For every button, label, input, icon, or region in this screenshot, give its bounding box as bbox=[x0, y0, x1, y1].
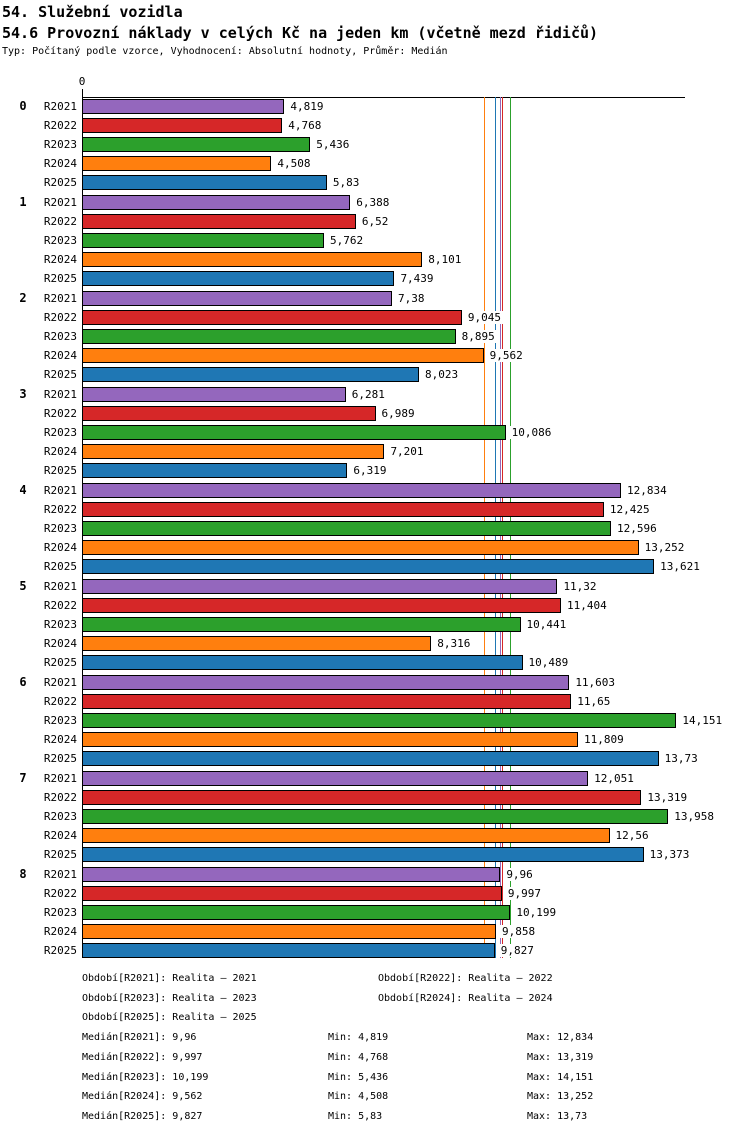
bar-series-label: R2025 bbox=[43, 368, 77, 381]
bar-series-label: R2023 bbox=[43, 810, 77, 823]
bar-r2022-group-2 bbox=[82, 310, 462, 325]
bar-r2021-group-7 bbox=[82, 771, 588, 786]
bar-value-label: 9,562 bbox=[489, 349, 523, 362]
bar-series-label: R2022 bbox=[43, 503, 77, 516]
stat-min: Min: 4,508 bbox=[328, 1091, 389, 1103]
bar-r2021-group-2 bbox=[82, 291, 392, 306]
bar-r2023-group-6 bbox=[82, 713, 676, 728]
bar-value-label: 8,023 bbox=[424, 368, 459, 381]
bar-r2022-group-4 bbox=[82, 502, 604, 517]
bar-value-label: 11,603 bbox=[575, 676, 616, 689]
stat-min: Min: 5,83 bbox=[328, 1110, 383, 1122]
bar-value-label: 11,32 bbox=[563, 580, 597, 593]
bar-value-label: 4,508 bbox=[277, 157, 311, 170]
bar-r2024-group-7 bbox=[82, 828, 610, 843]
bar-series-label: R2023 bbox=[43, 138, 77, 151]
bar-value-label: 4,819 bbox=[290, 100, 324, 113]
bar-r2021-group-0 bbox=[82, 99, 284, 114]
legend-item: Období[R2022]: Realita – 2022 bbox=[378, 973, 553, 984]
legend-item: Období[R2025]: Realita – 2025 bbox=[82, 1012, 257, 1024]
bar-series-label: R2022 bbox=[43, 407, 77, 420]
bar-series-label: R2025 bbox=[43, 464, 77, 477]
stat-max: Max: 13,319 bbox=[527, 1051, 594, 1063]
bar-r2022-group-0 bbox=[82, 118, 282, 133]
bar-series-label: R2021 bbox=[43, 388, 77, 401]
bar-value-label: 5,83 bbox=[332, 176, 360, 189]
bar-r2022-group-6 bbox=[82, 694, 571, 709]
bar-r2022-group-1 bbox=[82, 214, 356, 229]
bar-r2023-group-4 bbox=[82, 521, 611, 536]
bar-value-label: 9,96 bbox=[506, 868, 533, 881]
page-subtitle: 54.6 Provozní náklady v celých Kč na jeden km (včetně mezd řidičů) bbox=[2, 24, 599, 42]
bar-value-label: 5,436 bbox=[316, 138, 350, 151]
bar-r2024-group-5 bbox=[82, 636, 431, 651]
bar-series-label: R2023 bbox=[43, 522, 77, 535]
bar-value-label: 4,768 bbox=[288, 119, 322, 132]
bar-series-label: R2025 bbox=[43, 560, 77, 573]
bar-series-label: R2024 bbox=[43, 349, 77, 362]
bar-series-label: R2021 bbox=[43, 772, 77, 785]
bar-r2024-group-3 bbox=[82, 444, 384, 459]
x-axis-tick bbox=[82, 89, 83, 97]
group-label: 6 bbox=[19, 675, 27, 689]
bar-series-label: R2023 bbox=[43, 234, 77, 247]
bar-value-label: 7,201 bbox=[390, 445, 424, 458]
bar-series-label: R2025 bbox=[43, 848, 77, 861]
bar-value-label: 10,199 bbox=[516, 906, 557, 919]
stat-median: Medián[R2022]: 9,997 bbox=[82, 1051, 203, 1063]
bar-r2024-group-6 bbox=[82, 732, 578, 747]
bar-r2023-group-7 bbox=[82, 809, 668, 824]
bar-value-label: 13,73 bbox=[664, 752, 698, 765]
bar-r2021-group-4 bbox=[82, 483, 621, 498]
bar-value-label: 13,252 bbox=[644, 541, 685, 554]
stat-max: Max: 13,252 bbox=[527, 1091, 594, 1103]
bar-value-label: 13,621 bbox=[660, 560, 700, 573]
bar-r2025-group-4 bbox=[82, 559, 654, 574]
bar-r2021-group-8 bbox=[82, 867, 500, 882]
bar-value-label: 6,319 bbox=[353, 464, 387, 477]
stat-min: Min: 4,819 bbox=[328, 1032, 389, 1044]
bar-value-label: 13,958 bbox=[674, 810, 714, 823]
bar-r2025-group-6 bbox=[82, 751, 659, 766]
bar-series-label: R2022 bbox=[43, 119, 77, 132]
bar-series-label: R2023 bbox=[43, 618, 77, 631]
bar-r2021-group-3 bbox=[82, 387, 346, 402]
bar-value-label: 12,051 bbox=[594, 772, 634, 785]
bar-r2022-group-8 bbox=[82, 886, 502, 901]
bar-r2024-group-1 bbox=[82, 252, 422, 267]
bar-value-label: 12,834 bbox=[627, 484, 667, 497]
bar-value-label: 7,38 bbox=[397, 292, 425, 305]
bar-r2025-group-3 bbox=[82, 463, 347, 478]
bar-r2023-group-3 bbox=[82, 425, 506, 440]
stat-max: Max: 12,834 bbox=[527, 1032, 594, 1044]
group-label: 8 bbox=[19, 867, 27, 881]
bar-series-label: R2025 bbox=[43, 272, 77, 285]
bar-r2022-group-7 bbox=[82, 790, 641, 805]
bar-series-label: R2025 bbox=[43, 656, 77, 669]
stat-median: Medián[R2023]: 10,199 bbox=[82, 1071, 209, 1083]
bar-value-label: 11,809 bbox=[583, 733, 624, 746]
bar-series-label: R2024 bbox=[43, 637, 77, 650]
bar-series-label: R2025 bbox=[43, 176, 77, 189]
bar-series-label: R2025 bbox=[43, 752, 77, 765]
group-label: 2 bbox=[19, 291, 27, 305]
bar-r2022-group-3 bbox=[82, 406, 376, 421]
bar-series-label: R2023 bbox=[43, 426, 77, 439]
bar-value-label: 11,65 bbox=[577, 695, 611, 708]
x-axis-zero-label: 0 bbox=[78, 75, 86, 88]
bar-r2025-group-7 bbox=[82, 847, 644, 862]
bar-value-label: 6,281 bbox=[351, 388, 385, 401]
bar-series-label: R2024 bbox=[43, 829, 77, 842]
bar-value-label: 10,086 bbox=[511, 426, 552, 439]
bar-r2021-group-1 bbox=[82, 195, 350, 210]
bar-series-label: R2023 bbox=[43, 714, 77, 727]
bar-r2023-group-8 bbox=[82, 905, 510, 920]
bar-series-label: R2024 bbox=[43, 445, 77, 458]
bar-value-label: 12,596 bbox=[617, 522, 657, 535]
bar-series-label: R2021 bbox=[43, 868, 77, 881]
bar-r2025-group-0 bbox=[82, 175, 327, 190]
bar-series-label: R2024 bbox=[43, 253, 77, 266]
bar-series-label: R2022 bbox=[43, 791, 77, 804]
bar-r2025-group-8 bbox=[82, 943, 495, 958]
group-label: 3 bbox=[19, 387, 27, 401]
bar-series-label: R2022 bbox=[43, 311, 77, 324]
bar-value-label: 11,404 bbox=[566, 599, 607, 612]
bar-series-label: R2024 bbox=[43, 541, 77, 554]
group-label: 7 bbox=[19, 771, 27, 785]
bar-series-label: R2023 bbox=[43, 330, 77, 343]
bar-r2024-group-8 bbox=[82, 924, 496, 939]
bar-series-label: R2024 bbox=[43, 733, 77, 746]
bar-value-label: 10,489 bbox=[528, 656, 569, 669]
bar-series-label: R2021 bbox=[43, 196, 77, 209]
bar-value-label: 6,989 bbox=[381, 407, 415, 420]
stat-max: Max: 13,73 bbox=[527, 1110, 588, 1122]
bar-r2023-group-5 bbox=[82, 617, 521, 632]
bar-series-label: R2022 bbox=[43, 215, 77, 228]
bar-value-label: 8,101 bbox=[428, 253, 462, 266]
bar-series-label: R2024 bbox=[43, 925, 77, 938]
stat-median: Medián[R2025]: 9,827 bbox=[82, 1110, 203, 1122]
bar-value-label: 9,858 bbox=[502, 925, 536, 938]
bar-series-label: R2024 bbox=[43, 157, 77, 170]
legend-item: Období[R2024]: Realita – 2024 bbox=[378, 992, 553, 1004]
stat-min: Min: 5,436 bbox=[328, 1071, 389, 1083]
stat-max: Max: 14,151 bbox=[527, 1071, 594, 1083]
stat-median: Medián[R2021]: 9,96 bbox=[82, 1032, 197, 1044]
bar-r2023-group-0 bbox=[82, 137, 310, 152]
bar-value-label: 7,439 bbox=[400, 272, 434, 285]
bar-r2025-group-5 bbox=[82, 655, 523, 670]
group-label: 5 bbox=[19, 579, 27, 593]
bar-value-label: 9,997 bbox=[507, 887, 541, 900]
bar-series-label: R2022 bbox=[43, 887, 77, 900]
x-axis-line bbox=[82, 97, 685, 98]
bar-value-label: 9,827 bbox=[500, 944, 534, 957]
bar-r2021-group-5 bbox=[82, 579, 557, 594]
bar-r2024-group-0 bbox=[82, 156, 271, 171]
bar-value-label: 13,319 bbox=[647, 791, 688, 804]
bar-series-label: R2022 bbox=[43, 695, 77, 708]
chart-meta: Typ: Počítaný podle vzorce, Vyhodnocení: Absolutní hodnoty, Průměr: Medián bbox=[2, 46, 448, 57]
bar-r2023-group-2 bbox=[82, 329, 456, 344]
group-label: 4 bbox=[19, 483, 27, 497]
bar-series-label: R2021 bbox=[43, 676, 77, 689]
bar-value-label: 10,441 bbox=[526, 618, 567, 631]
legend-item: Období[R2021]: Realita – 2021 bbox=[82, 973, 257, 984]
group-label: 0 bbox=[19, 99, 27, 113]
bar-series-label: R2021 bbox=[43, 580, 77, 593]
stat-min: Min: 4,768 bbox=[328, 1051, 389, 1063]
legend-item: Období[R2023]: Realita – 2023 bbox=[82, 992, 257, 1004]
bar-value-label: 5,762 bbox=[330, 234, 364, 247]
bar-series-label: R2021 bbox=[43, 292, 77, 305]
bar-value-label: 14,151 bbox=[682, 714, 723, 727]
bar-value-label: 13,373 bbox=[649, 848, 690, 861]
bar-value-label: 6,52 bbox=[361, 215, 389, 228]
page-title: 54. Služební vozidla bbox=[2, 3, 183, 21]
bar-r2023-group-1 bbox=[82, 233, 324, 248]
bar-r2025-group-1 bbox=[82, 271, 394, 286]
stat-median: Medián[R2024]: 9,562 bbox=[82, 1091, 203, 1103]
group-label: 1 bbox=[19, 195, 27, 209]
bar-r2021-group-6 bbox=[82, 675, 569, 690]
bar-value-label: 9,045 bbox=[467, 311, 501, 324]
bar-r2024-group-2 bbox=[82, 348, 484, 363]
bar-r2025-group-2 bbox=[82, 367, 419, 382]
bar-r2022-group-5 bbox=[82, 598, 561, 613]
bar-series-label: R2021 bbox=[43, 484, 77, 497]
bar-series-label: R2023 bbox=[43, 906, 77, 919]
bar-r2024-group-4 bbox=[82, 540, 639, 555]
bar-value-label: 12,56 bbox=[615, 829, 649, 842]
bar-value-label: 8,895 bbox=[461, 330, 495, 343]
bar-value-label: 12,425 bbox=[609, 503, 650, 516]
bar-series-label: R2021 bbox=[43, 100, 77, 113]
bar-series-label: R2022 bbox=[43, 599, 77, 612]
bar-value-label: 6,388 bbox=[356, 196, 390, 209]
bar-series-label: R2025 bbox=[43, 944, 77, 957]
bar-value-label: 8,316 bbox=[437, 637, 471, 650]
